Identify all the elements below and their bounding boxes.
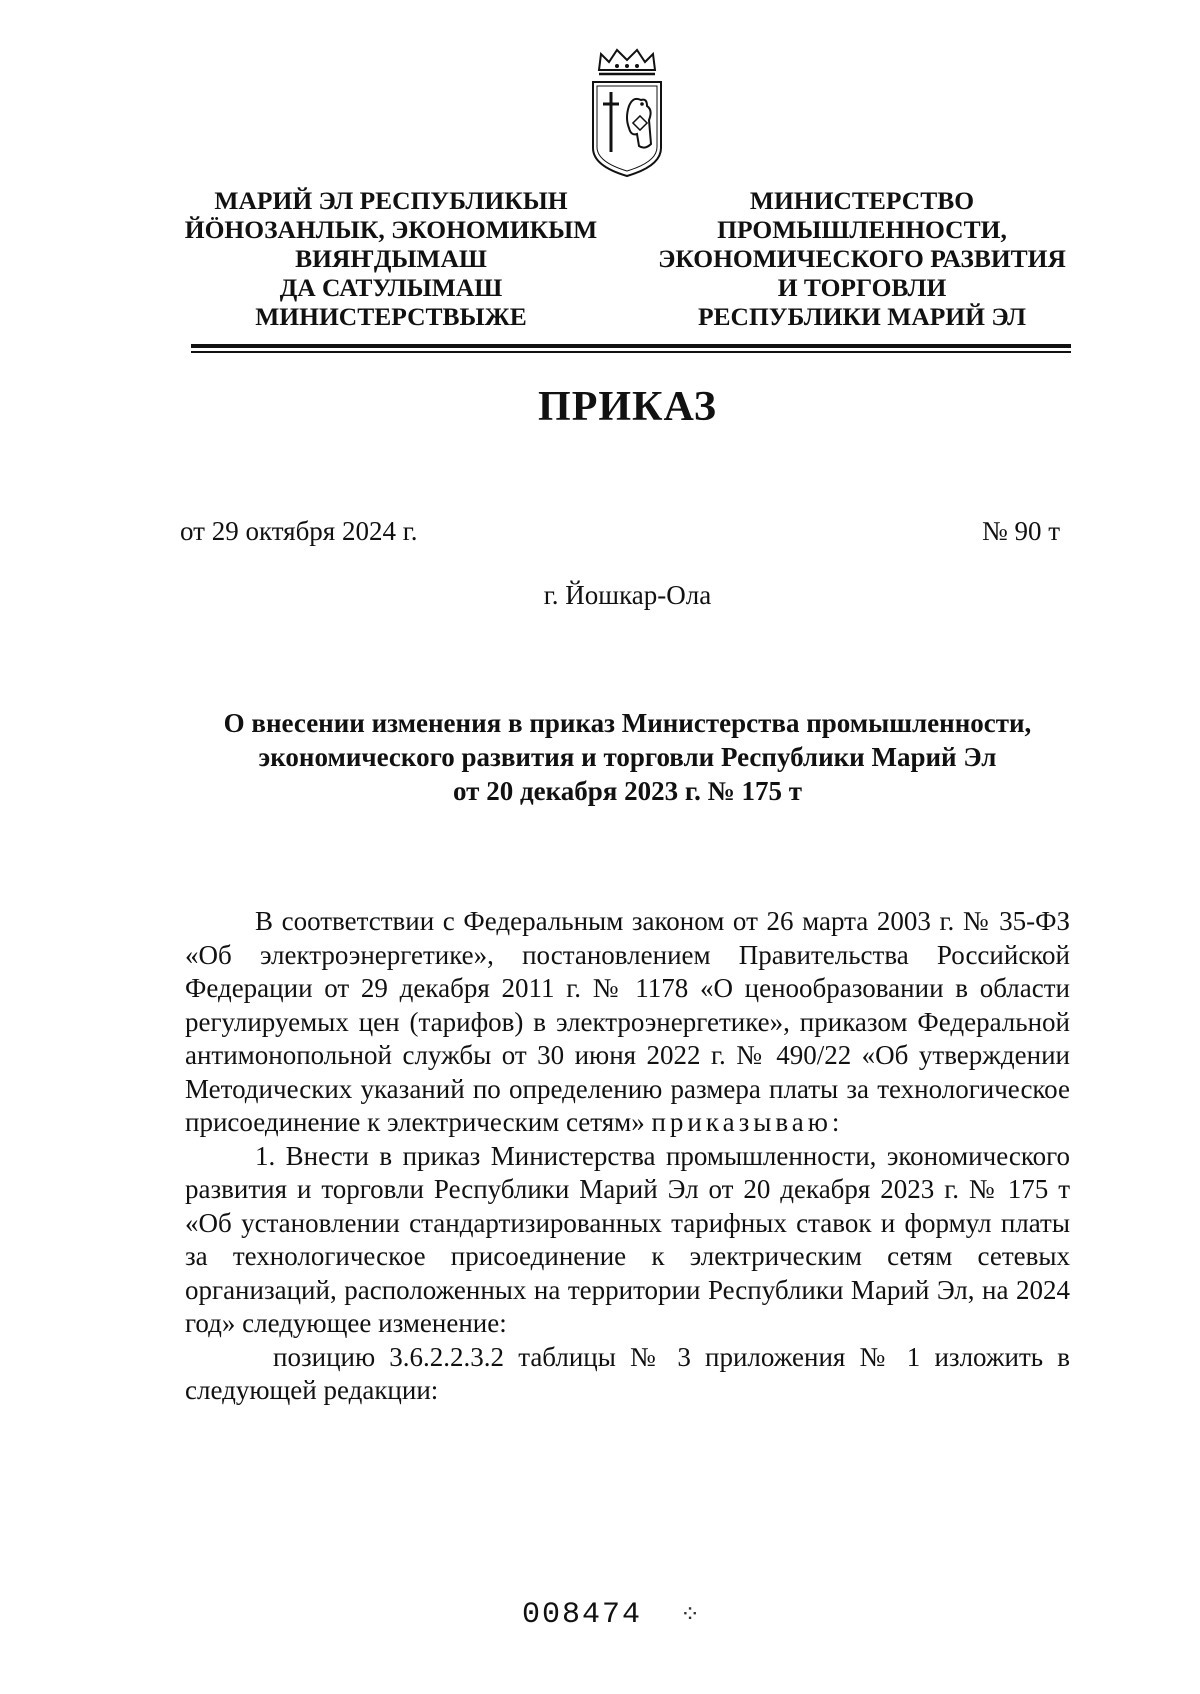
header-divider-thin (191, 351, 1071, 353)
registration-number: 008474 (522, 1598, 643, 1632)
header-right-line: И ТОРГОВЛИ (777, 273, 947, 302)
header-divider-thick (191, 344, 1071, 348)
header-right-line: ЭКОНОМИЧЕСКОГО РАЗВИТИЯ (658, 244, 1066, 273)
subject-line: от 20 декабря 2023 г. № 175 т (453, 776, 802, 806)
header-right-line: МИНИСТЕРСТВО (749, 186, 975, 215)
header-left-line: МАРИЙ ЭЛ РЕСПУБЛИКЫН (214, 186, 568, 215)
document-number: № 90 т (981, 516, 1060, 546)
header-left-line: ЙӦНОЗАНЛЫК, ЭКОНОМИКЫМ (184, 215, 598, 244)
header-left-line: МИНИСТЕРСТВЫЖЕ (255, 302, 527, 331)
document-date: от 29 октября 2024 г. (180, 516, 418, 546)
document-body (185, 905, 1070, 1408)
coat-of-arms-mari-el-icon (587, 48, 667, 180)
preamble-text: В соответствии с Федеральным законом от 26 марта 2003 г. № 35-ФЗ «Об электроэнергетике», постановлением Правительства Российской Федерации от 29 декабря 2011 г. № 1178 «О ценообразовании в области регулируемых цен (тарифов) в электроэнергетике», приказом Федеральной антимонопольной службы от 30 июня 2022 г. № 490/22 «Об утверждении Методических указаний по определению размера платы за технологическое присоединение к электрическим сетям» (185, 906, 1070, 1137)
document-subject (140, 706, 1115, 808)
header-right-line: РЕСПУБЛИКИ МАРИЙ ЭЛ (697, 302, 1027, 331)
header-right-block (642, 186, 1082, 331)
header-left-line: ДА САТУЛЫМАШ (279, 273, 503, 302)
header-right-line: ПРОМЫШЛЕННОСТИ, (717, 215, 1007, 244)
header-left-block (170, 186, 612, 331)
body-paragraph-position: позицию 3.6.2.2.3.2 таблицы № 3 приложения № 1 изложить в следующей редакции: (185, 1341, 1070, 1405)
document-title: ПРИКАЗ (538, 384, 717, 430)
document-city: г. Йошкар-Ола (543, 580, 712, 610)
header-left-line: ВИЯҤДЫМАШ (295, 244, 487, 273)
body-paragraph-item-1: 1. Внести в приказ Министерства промышленности, экономического развития и торговли Республики Марий Эл от 20 декабря 2023 г. № 175 т «Об установлении стандартизированных тарифных ставок и формул платы за технологическое присоединение к электрическим сетям сетевых организаций, расположенных на территории Республики Марий Эл, на 2024 год» следующее изменение: (185, 1140, 1070, 1338)
registration-mark: ⁘ (680, 1602, 701, 1628)
subject-line: О внесении изменения в приказ Министерства промышленности, (223, 708, 1032, 738)
order-word: приказываю: (651, 1107, 844, 1137)
body-paragraph-preamble (185, 905, 1070, 1140)
subject-line: экономического развития и торговли Республики Марий Эл (258, 742, 997, 772)
